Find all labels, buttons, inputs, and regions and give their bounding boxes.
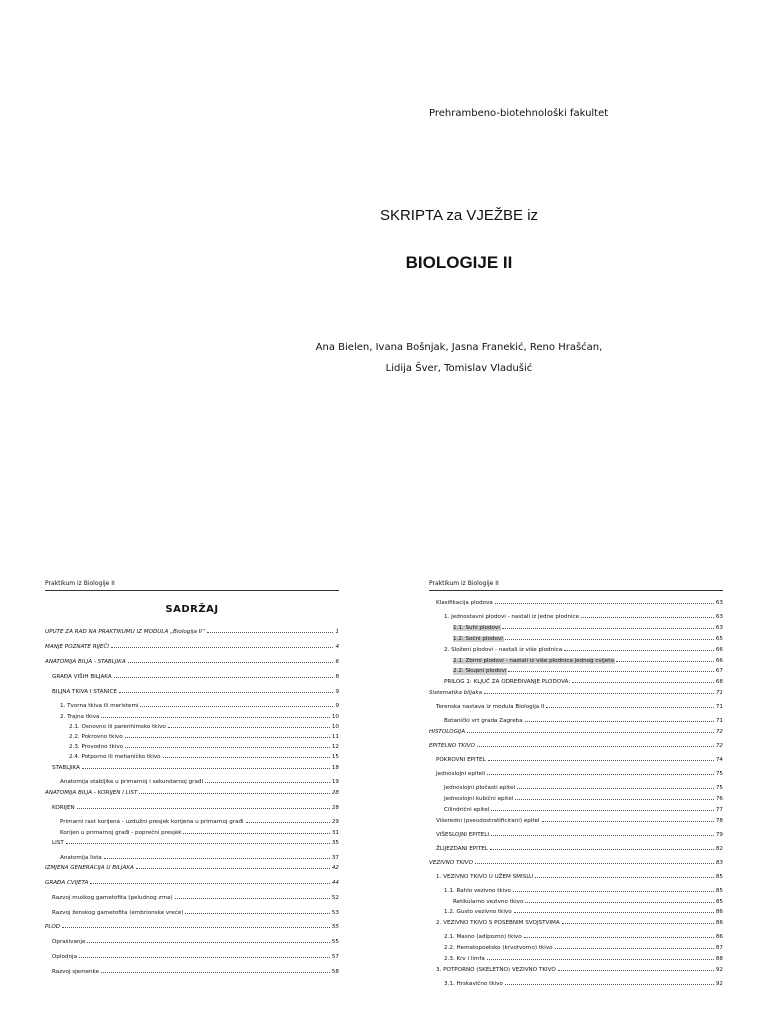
toc-entry-title: Oplodnja — [52, 954, 78, 961]
toc-entry[interactable] — [429, 743, 723, 750]
toc-entry-title: 2.2. Hematopoetsko (krvotvorno) tkivo — [444, 945, 553, 952]
toc-entry-page: 66 — [715, 646, 723, 653]
toc-entry-page: 86 — [715, 934, 723, 941]
running-head: Praktikum iz Biologije II — [429, 578, 723, 591]
toc-entry-title: STABLJIKA — [52, 764, 81, 771]
faculty-name: Prehrambeno-biotehnološki fakultet — [429, 108, 609, 119]
toc-entry-title: UPUTE ZA RAD NA PRAKTIKUMU IZ MODULA „Biologija II“ — [45, 629, 205, 635]
toc-entry-title: BILJNA TKIVA I STANICE — [52, 688, 117, 695]
dot-leader — [139, 793, 329, 794]
toc-entry-page: 28 — [331, 789, 339, 796]
dot-leader — [505, 984, 714, 985]
toc-entry-title: 2.1. Masno (adipozno) tkivo — [444, 934, 522, 941]
dot-leader — [616, 661, 714, 662]
toc-entry-title: 1. Jednostavni plodovi - nastali iz jedne plodnice — [444, 613, 580, 620]
toc-entry-page: 71 — [715, 704, 723, 711]
dot-leader — [119, 692, 334, 693]
dot-leader — [111, 647, 333, 648]
toc-entry-page: 63 — [715, 600, 723, 606]
toc-entry[interactable] — [429, 796, 723, 803]
dot-leader — [562, 923, 714, 924]
toc-entry[interactable] — [45, 779, 339, 786]
toc-entry[interactable] — [45, 744, 339, 751]
toc-entry-page: 6 — [335, 658, 339, 665]
toc-page-left — [45, 578, 339, 1024]
dot-leader — [546, 707, 714, 708]
toc-entry-page: 9 — [335, 703, 339, 710]
dot-leader — [491, 810, 714, 811]
dot-leader — [205, 782, 330, 783]
toc-entry-title: 1. Tvorna tkiva ili meristemi — [60, 703, 139, 710]
toc-entry-title: 1.2. Gusto vezivno tkivo — [444, 909, 512, 916]
dot-leader — [66, 843, 330, 844]
toc-entry-title: Korijen u primarnoj građi - poprečni presjek — [60, 829, 182, 836]
dot-leader — [490, 849, 714, 850]
dot-leader — [581, 617, 714, 618]
toc-entry[interactable] — [429, 668, 723, 675]
dot-leader — [77, 808, 330, 809]
dot-leader — [508, 671, 713, 672]
toc-entry-title: ŽLIJEZDANI EPITEL — [436, 845, 488, 852]
toc-entry[interactable] — [45, 819, 339, 826]
toc-entry-page: 79 — [715, 831, 723, 838]
toc-entry[interactable] — [429, 874, 723, 881]
title-line-2: BIOLOGIJE II — [405, 253, 513, 272]
toc-entry-page: 87 — [715, 945, 723, 952]
toc-entry[interactable] — [429, 920, 723, 927]
toc-entry-title: 2.4. Potporno ili mehaničko tkivo — [69, 754, 161, 761]
toc-entry-page: 74 — [715, 757, 723, 764]
toc-entry-page: 92 — [715, 966, 723, 973]
toc-entry-page: 10 — [331, 723, 339, 730]
toc-entry[interactable] — [45, 734, 339, 741]
toc-entry-page: 55 — [331, 924, 339, 931]
toc-entry-title: GRAĐA VIŠIH BILJAKA — [52, 673, 112, 680]
toc-entry-title: Klasifikacija plodova — [436, 600, 493, 606]
dot-leader — [564, 650, 714, 651]
toc-entry-title: ANATOMIJA BILJA - KORIJEN I LIST — [45, 789, 138, 796]
toc-list — [429, 600, 723, 988]
toc-entry-page: 68 — [715, 679, 723, 686]
toc-entry-page: 85 — [715, 898, 723, 905]
toc-entry-title: Sistematika biljaka — [429, 690, 483, 697]
dot-leader — [168, 727, 330, 728]
toc-entry-title: 3.1. Hrskavično tkivo — [444, 980, 503, 987]
toc-entry[interactable] — [45, 714, 339, 721]
dot-leader — [525, 721, 714, 722]
toc-entry-title: PLOD — [45, 924, 61, 931]
toc-entry-title: PRILOG 1: KLJUČ ZA ODREĐIVANJE PLODOVA: — [444, 679, 571, 686]
toc-entry[interactable] — [45, 830, 339, 837]
toc-entry-page: 58 — [331, 969, 339, 976]
toc-entry-title: Primarni rast korijena - uzdužni presjek korijena u primarnoj građi — [60, 819, 244, 826]
toc-entry[interactable] — [45, 765, 339, 772]
toc-entry-title: POKROVNI EPITEL — [436, 757, 486, 764]
toc-entry-page: 71 — [715, 690, 723, 697]
toc-entry-page: 4 — [335, 643, 339, 650]
toc-entry[interactable] — [45, 954, 339, 961]
toc-entry-page: 9 — [335, 688, 339, 695]
dot-leader — [487, 774, 714, 775]
toc-entry-page: 77 — [715, 806, 723, 813]
toc-entry-page: 31 — [331, 829, 339, 836]
toc-entry-page: 12 — [331, 744, 339, 751]
dot-leader — [517, 788, 714, 789]
dot-leader — [62, 927, 330, 928]
dot-leader — [104, 858, 330, 859]
toc-entry-title: Botanički vrt grada Zagreba — [444, 718, 523, 725]
toc-entry[interactable] — [429, 771, 723, 778]
toc-entry[interactable] — [429, 625, 723, 632]
toc-entry-page: 8 — [335, 673, 339, 680]
toc-entry[interactable] — [45, 969, 339, 976]
toc-entry-page: 44 — [331, 879, 339, 886]
toc-entry-page: 53 — [331, 909, 339, 916]
dot-leader — [524, 937, 714, 938]
toc-entry[interactable] — [429, 785, 723, 792]
toc-entry-title: 1.2. Sočni plodovi — [453, 635, 503, 642]
running-head: Praktikum iz Biologije II — [45, 578, 339, 591]
toc-entry-title: 1. VEZIVNO TKIVO U UŽEM SMISLU — [436, 873, 534, 880]
toc-entry-title: Višeredni (pseudostratificirani) epitel — [436, 817, 540, 824]
dot-leader — [175, 898, 330, 899]
toc-entry-title: Razvoj muškog gametofita (peludnog zrna) — [52, 894, 173, 901]
toc-entry-title: 2.3. Provodno tkivo — [69, 744, 124, 751]
toc-entry[interactable] — [45, 790, 339, 797]
toc-entry-page: 82 — [715, 845, 723, 852]
toc-entry-title: Jednoslojni pločasti epitel — [444, 785, 516, 792]
toc-entry-title: Oprašivanje — [52, 939, 86, 946]
toc-entry[interactable] — [45, 644, 339, 651]
authors-line-1: Ana Bielen, Ivana Bošnjak, Jasna Franekić, Reno Hrašćan, — [315, 342, 603, 353]
toc-entry[interactable] — [429, 718, 723, 725]
dot-leader — [505, 639, 714, 640]
toc-entry-title: Terenska nastava iz modula Biologija II — [436, 704, 545, 711]
dot-leader — [572, 682, 714, 683]
toc-entry-page: 88 — [715, 956, 723, 963]
toc-entry-title: Retikularno vezivno tkivo — [453, 898, 524, 905]
toc-entry[interactable] — [429, 832, 723, 839]
toc-list — [45, 629, 339, 976]
title-line-1: SKRIPTA za VJEŽBE iz — [379, 207, 539, 224]
dot-leader — [555, 948, 714, 949]
toc-entry-title: Cilindrični epitel — [444, 806, 490, 813]
dot-leader — [514, 912, 714, 913]
toc-entry-title: 3. POTPORNO (SKELETNO) VEZIVNO TKIVO — [436, 966, 556, 973]
dot-leader — [128, 662, 334, 663]
toc-entry-page: 78 — [715, 817, 723, 824]
toc-entry[interactable] — [429, 807, 723, 814]
toc-entry[interactable] — [429, 690, 723, 697]
toc-entry-page: 83 — [715, 859, 723, 866]
toc-page-right — [429, 578, 723, 1024]
toc-entry-title: Razvoj sjemenke — [52, 969, 100, 976]
toc-entry[interactable] — [429, 899, 723, 906]
dot-leader — [495, 603, 714, 604]
toc-entry-page: 75 — [715, 771, 723, 778]
dot-leader — [125, 737, 330, 738]
toc-entry-title: EPITELNO TKIVO — [429, 743, 475, 750]
toc-entry-page: 92 — [715, 980, 723, 987]
toc-entry[interactable] — [45, 939, 339, 946]
dot-leader — [542, 821, 714, 822]
toc-entry[interactable] — [429, 909, 723, 916]
dot-leader — [475, 863, 714, 864]
toc-entry-title: MANJE POZNATE RIJEČI — [45, 643, 110, 650]
toc-entry-title: 2.3. Krv i limfa — [444, 956, 485, 963]
dot-leader — [101, 717, 329, 718]
dot-leader — [467, 732, 714, 733]
toc-entry-page: 52 — [331, 894, 339, 901]
toc-entry-title: LIST — [52, 839, 64, 846]
toc-entry[interactable] — [429, 967, 723, 974]
dot-leader — [488, 760, 714, 761]
toc-entry-title: 2. VEZIVNO TKIVO S POSEBNIM SVOJSTVIMA — [436, 920, 560, 927]
dot-leader — [484, 693, 714, 694]
toc-entry-page: 86 — [715, 920, 723, 927]
toc-entry-page: 66 — [715, 657, 723, 664]
toc-entry-title: 1.1. Rahlo vezivno tkivo — [444, 887, 511, 894]
toc-entry-page: 28 — [331, 804, 339, 811]
dot-leader — [163, 757, 330, 758]
dot-leader — [87, 942, 329, 943]
toc-entry-page: 63 — [715, 624, 723, 631]
toc-entry[interactable] — [45, 865, 339, 872]
dot-leader — [90, 883, 330, 884]
toc-entry-title: Jednoslojni kubični epitel — [444, 795, 514, 802]
toc-entry[interactable] — [45, 880, 339, 887]
toc-entry-page: 76 — [715, 795, 723, 802]
toc-entry[interactable] — [429, 614, 723, 621]
toc-entry[interactable] — [45, 724, 339, 731]
toc-entry-title: Anatomija stabljike u primarnoj i sekundarnoj građi — [60, 779, 204, 786]
toc-entry-page: 35 — [331, 839, 339, 846]
dot-leader — [140, 706, 333, 707]
toc-entry-title: ANATOMIJA BILJA - STABLJIKA — [45, 658, 126, 665]
dot-leader — [82, 768, 330, 769]
toc-entry-page: 65 — [715, 635, 723, 642]
dot-leader — [535, 877, 714, 878]
toc-entry[interactable] — [45, 910, 339, 917]
toc-entry-title: VIŠESLOJNI EPITELI — [436, 831, 489, 838]
toc-entry[interactable] — [429, 934, 723, 941]
authors-line-2: Lidija Šver, Tomislav Vladušić — [385, 363, 533, 374]
dot-leader — [491, 835, 714, 836]
toc-entry-page: 10 — [331, 713, 339, 720]
toc-entry-page: 1 — [335, 629, 339, 635]
toc-entry-page: 37 — [331, 854, 339, 861]
toc-entry[interactable] — [429, 945, 723, 952]
toc-entry-title: HISTOLOGIJA — [429, 729, 466, 736]
toc-entry[interactable] — [45, 659, 339, 666]
toc-entry-page: 15 — [331, 754, 339, 761]
toc-entry-page: 72 — [715, 743, 723, 750]
toc-entry[interactable] — [45, 895, 339, 902]
toc-entry[interactable] — [45, 924, 339, 931]
toc-entry-title: 2.1. Zbirni plodovi - nastali iz više plodnica jednog cvijeta — [453, 657, 614, 664]
toc-entry[interactable] — [429, 636, 723, 643]
toc-entry-title: 2.1. Osnovno ili parenhimsko tkivo — [69, 723, 166, 730]
toc-entry-page: 85 — [715, 873, 723, 880]
dot-leader — [246, 822, 330, 823]
toc-entry-page: 75 — [715, 785, 723, 792]
dot-leader — [502, 628, 714, 629]
dot-leader — [125, 747, 330, 748]
toc-entry-page: 57 — [331, 954, 339, 961]
toc-entry[interactable] — [429, 860, 723, 867]
toc-entry-title: 2. Složeni plodovi - nastali iz više plodnica — [444, 646, 563, 653]
toc-entry[interactable] — [45, 674, 339, 681]
toc-entry-title: 2. Trajna tkiva — [60, 713, 100, 720]
toc-entry[interactable] — [429, 888, 723, 895]
toc-entry-title: 1.1. Suhi plodovi — [453, 624, 500, 631]
toc-entry-page: 72 — [715, 729, 723, 736]
toc-entry-title: KORIJEN — [52, 804, 75, 811]
dot-leader — [207, 632, 334, 633]
toc-entry[interactable] — [45, 703, 339, 710]
toc-entry-page: 85 — [715, 887, 723, 894]
toc-entry-title: Jednoslojni epiteli — [436, 771, 486, 778]
toc-entry[interactable] — [429, 679, 723, 686]
dot-leader — [136, 868, 330, 869]
toc-entry-title: GRAĐA CVIJETA — [45, 879, 89, 886]
dot-leader — [525, 902, 713, 903]
toc-entry-page: 29 — [331, 819, 339, 826]
toc-entry[interactable] — [429, 956, 723, 963]
toc-heading: SADRŽAJ — [165, 604, 219, 615]
toc-entry[interactable] — [429, 704, 723, 711]
toc-entry-page: 19 — [331, 779, 339, 786]
toc-entry[interactable] — [429, 981, 723, 988]
toc-entry[interactable] — [45, 855, 339, 862]
toc-entry-page: 86 — [715, 909, 723, 916]
dot-leader — [183, 833, 329, 834]
toc-entry-page: 42 — [331, 864, 339, 871]
toc-entry-page: 18 — [331, 764, 339, 771]
toc-entry[interactable] — [429, 658, 723, 665]
dot-leader — [515, 799, 714, 800]
toc-entry[interactable] — [429, 600, 723, 607]
toc-entry-title: Razvoj ženskog gametofita (embrionske vreće) — [52, 909, 184, 916]
toc-entry[interactable] — [429, 757, 723, 764]
dot-leader — [114, 677, 334, 678]
toc-entry-title: IZMJENA GENERACIJA U BILJAKA — [45, 864, 134, 871]
toc-entry-page: 55 — [331, 939, 339, 946]
toc-entry[interactable] — [429, 647, 723, 654]
toc-entry[interactable] — [45, 754, 339, 761]
dot-leader — [558, 970, 714, 971]
toc-entry-page: 71 — [715, 718, 723, 725]
toc-entry[interactable] — [45, 840, 339, 847]
toc-entry[interactable] — [45, 689, 339, 696]
toc-entry[interactable] — [45, 629, 339, 636]
toc-entry-title: 2.2. Pokrovno tkivo — [69, 734, 123, 741]
toc-entry-page: 63 — [715, 613, 723, 620]
dot-leader — [185, 913, 329, 914]
toc-entry[interactable] — [45, 805, 339, 812]
dot-leader — [487, 959, 714, 960]
dot-leader — [101, 972, 330, 973]
toc-entry-title: 2.2. Skupni plodovi — [453, 668, 507, 675]
toc-entry[interactable] — [429, 846, 723, 853]
toc-entry-title: VEZIVNO TKIVO — [429, 859, 473, 866]
toc-entry-title: Anatomija lista — [60, 854, 102, 861]
toc-entry-page: 67 — [715, 668, 723, 675]
toc-entry[interactable] — [429, 729, 723, 736]
toc-entry[interactable] — [429, 818, 723, 825]
toc-entry-page: 11 — [331, 734, 339, 741]
dot-leader — [477, 746, 714, 747]
dot-leader — [513, 891, 714, 892]
dot-leader — [79, 957, 330, 958]
